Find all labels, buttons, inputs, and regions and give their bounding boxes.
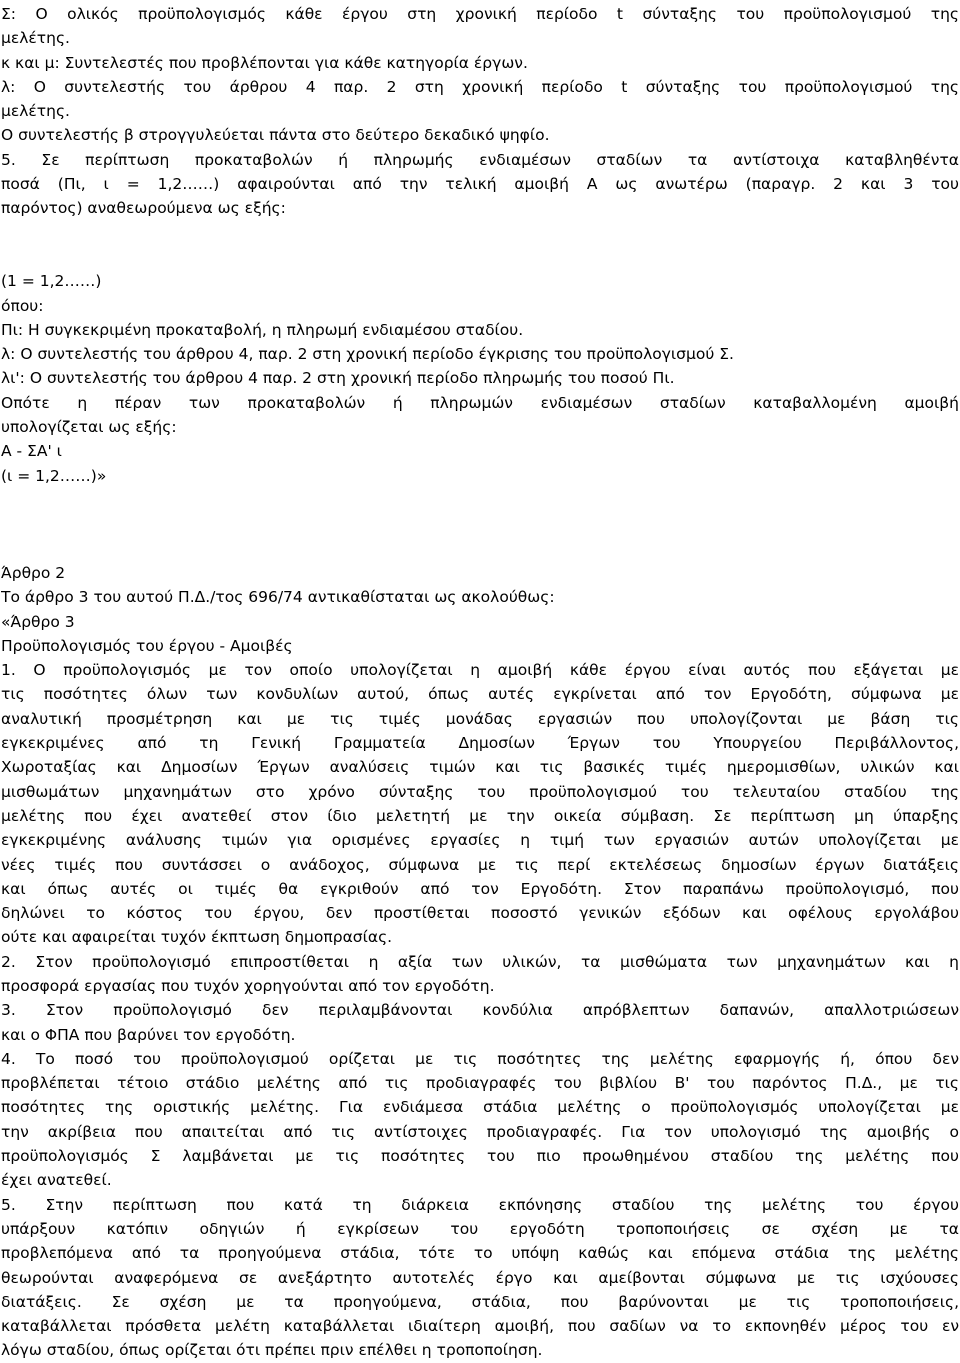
text-line: 3. Στον προϋπολογισμό δεν περιλαμβάνονται κονδύλια απρόβλεπτων δαπανών, απαλλοτριώσεων	[1, 1001, 959, 1020]
text-line: έχει ανατεθεί.	[1, 1171, 112, 1190]
text-line: δηλώνει το κόστος του έργου, δεν προστίθεται ποσοστό γενικών εξόδων και οφέλους εργολάβου	[1, 904, 959, 923]
text-line: Οπότε η πέραν των προκαταβολών ή πληρωμών ενδιαμέσων σταδίων καταβαλλομένη αμοιβή	[1, 393, 959, 412]
text-line: Ο συντελεστής β στρογγυλεύεται πάντα στο δεύτερο δεκαδικό ψηφίο.	[1, 126, 550, 145]
text-line: παρόντος) αναθεωρούμενα ως εξής:	[1, 199, 286, 218]
text-line: καταβάλλεται πρόσθετα μελέτη καταβάλλεται ιδιαίτερη αμοιβή, που σαδίων να το εκπονηθέν μέρος του εν	[1, 1317, 959, 1336]
text-line: (1 = 1,2……)	[1, 272, 102, 291]
text-line: 5. Στην περίπτωση που κατά τη διάρκεια εκπόνησης σταδίου της μελέτης του έργου	[1, 1195, 959, 1214]
text-line: Το άρθρο 3 του αυτού Π.Δ./τος 696/74 αντικαθίσταται ως ακολούθως:	[1, 588, 555, 607]
text-line: λι': Ο συντελεστής του άρθρου 4 παρ. 2 στη χρονική περίοδο πληρωμής του ποσού Πι.	[1, 369, 675, 388]
text-line: μελέτης.	[1, 29, 70, 48]
text-line: προβλέπεται τέτοιο στάδιο μελέτης από τις προδιαγραφές του βιβλίου Β' του παρόντος Π.Δ., με τις	[1, 1074, 959, 1093]
payments-section	[1, 269, 959, 488]
text-line: προβλεπόμενα από τα προηγούμενα στάδια, τότε το υπόψη καθώς και επόμενα στάδια της μελέτης	[1, 1244, 959, 1263]
text-line: μελέτης.	[1, 102, 70, 121]
text-line: εγκεκριμένης ανάλυσης τιμών για ορισμένες εργασίες η τιμή των εργασιών αυτών υπολογίζεται με	[1, 831, 959, 850]
text-line: λ: Ο συντελεστής του άρθρου 4, παρ. 2 στη χρονική περίοδο έγκρισης του προϋπολογισμού Σ.	[1, 345, 734, 364]
text-line: λ: Ο συντελεστής του άρθρου 4 παρ. 2 στη χρονική περίοδο t σύνταξης του προϋπολογισμού της	[1, 77, 959, 96]
text-line: Προϋπολογισμός του έργου - Αμοιβές	[1, 636, 293, 655]
article-2-section	[1, 561, 959, 1363]
text-line: όπου:	[1, 296, 44, 315]
text-line: Χωροταξίας και Δημοσίων Έργων αναλύσεις τιμών και τις βασικές τιμές ημερομισθίων, υλικών και	[1, 758, 959, 777]
text-line: Πι: Η συγκεκριμένη προκαταβολή, η πληρωμή ενδιαμέσου σταδίου.	[1, 320, 524, 339]
text-line: Σ: Ο ολικός προϋπολογισμός κάθε έργου στη χρονική περίοδο t σύνταξης του προϋπολογισμού της	[1, 5, 959, 23]
text-line: 4. Το ποσό του προϋπολογισμού ορίζεται με τις ποσότητες της μελέτης εφαρμογής ή, όπου δεν	[1, 1049, 959, 1068]
text-line: εγκεκριμένες από τη Γενική Γραμματεία Δημοσίων Έργων του Υπουργείου Περιβάλλοντος,	[1, 734, 959, 753]
text-line: μελέτης που έχει ανατεθεί στον ίδιο μελετητή με την οικεία σύμβαση. Σε περίπτωση μη ύπαρξης	[1, 806, 959, 825]
text-line: «Άρθρο 3	[1, 612, 75, 631]
text-line: τις ποσότητες όλων των κονδυλίων αυτού, όπως αυτές εγκρίνεται από τον Εργοδότη, σύμφωνα με	[1, 685, 959, 704]
text-line: ούτε και αφαιρείται τυχόν έκπτωση δημοπρασίας.	[1, 928, 393, 947]
text-line: νέες τιμές που συντάσσει ο ανάδοχος, σύμφωνα με τις περί εκτελέσεως δημοσίων έργων διατάξεις	[1, 855, 959, 874]
text-line: κ και μ: Συντελεστές που προβλέπονται για κάθε κατηγορία έργων.	[1, 53, 528, 72]
text-line: την ακρίβεια που απαιτείται από τις αντίστοιχες προδιαγραφές. Για τον υπολογισμό της αμοιβής ο	[1, 1122, 959, 1141]
text-line: διατάξεις. Σε σχέση με τα προηγούμενα, στάδια, που βαρύνονται με τις τροποποιήσεις,	[1, 1292, 959, 1311]
text-line: ποσότητες της οριστικής μελέτης. Για ενδιάμεσα στάδια μελέτης ο προϋπολογισμός υπολογίζεται με	[1, 1098, 959, 1117]
text-line: μισθωμάτων μηχανημάτων στο χρόνο σύνταξης του προϋπολογισμού του τελευταίου σταδίου της	[1, 782, 959, 801]
text-line: θεωρούνται αναφερόμενα σε ανεξάρτητο αυτοτελές έργο και αμείβονται σύμφωνα με τις ισχύουσες	[1, 1268, 959, 1287]
text-line: 1. Ο προϋπολογισμός με τον οποίο υπολογίζεται η αμοιβή κάθε έργου είναι αυτός που εξάγεται με	[1, 661, 959, 680]
formula-legend-section	[1, 2, 959, 221]
section-gap	[1, 488, 959, 561]
text-line: (ι = 1,2……)»	[1, 466, 107, 485]
text-line: και όπως αυτές οι τιμές θα εγκριθούν από τον Εργοδότη. Στον παραπάνω προϋπολογισμό, που	[1, 879, 959, 898]
text-line: προϋπολογισμός Σ λαμβάνεται με τις ποσότητες του πιο προωθημένου σταδίου της μελέτης που	[1, 1147, 959, 1166]
text-line: 5. Σε περίπτωση προκαταβολών ή πληρωμής ενδιαμέσων σταδίων τα αντίστοιχα καταβληθέντα	[1, 150, 959, 169]
text-line: Α - ΣΑ' ι	[1, 442, 62, 461]
text-line: ποσά (Πι, ι = 1,2……) αφαιρούνται από την τελική αμοιβή Α ως ανωτέρω (παραγρ. 2 και 3 του	[1, 175, 959, 194]
text-line: υπολογίζεται ως εξής:	[1, 418, 177, 437]
text-line: λόγω σταδίου, όπως ορίζεται ότι πρέπει πριν επέλθει η τροποποίηση.	[1, 1341, 543, 1360]
text-line: Άρθρο 2	[1, 563, 66, 582]
text-line: και ο ΦΠΑ που βαρύνει τον εργοδότη.	[1, 1025, 296, 1044]
text-line: προσφορά εργασίας που τυχόν χορηγούνται από τον εργοδότη.	[1, 976, 495, 995]
formula-gap	[1, 221, 959, 270]
text-line: 2. Στον προϋπολογισμό επιπροστίθεται η αξία των υλικών, τα μισθώματα των μηχανημάτων και η	[1, 952, 959, 971]
text-line: υπάρξουν κατόπιν οδηγιών ή εγκρίσεων του εργοδότη τροποποιήσεις σε σχέση με τα	[1, 1219, 959, 1238]
text-line: αναλυτική προσμέτρηση και με τις τιμές μονάδας εργασιών που υπολογίζονται με βάση τις	[1, 709, 959, 728]
